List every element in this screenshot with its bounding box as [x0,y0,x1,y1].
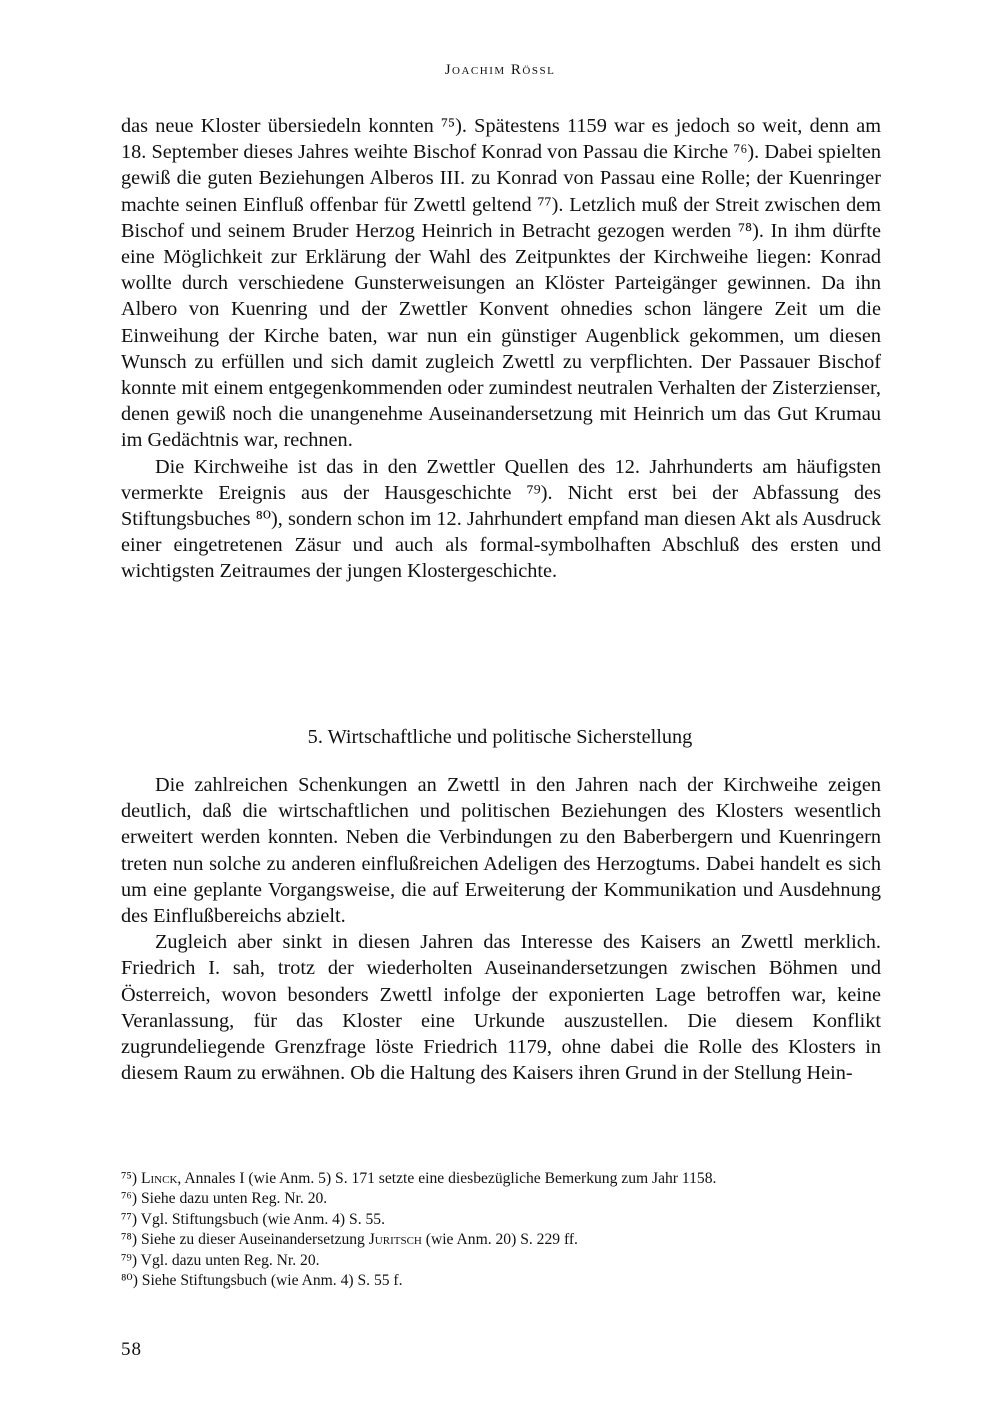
footnote-76: ⁷⁶) Siehe dazu unten Reg. Nr. 20. [121,1190,328,1208]
footnote-75-author: Linck [140,1170,178,1187]
paragraph-2: Die Kirchweihe ist das in den Zwettler Quellen des 12. Jahrhunderts am häufigsten vermerkte Ereignis aus der Hausgeschichte ⁷⁹). Nicht erst bei der Abfassung des Stiftungsbuches ⁸⁰), sondern schon im 12. Jahrhundert empfand man diesen Akt als Ausdruck einer eingetretenen Zäsur und auch als formal-symbolhaften Abschluß des ersten und wichtigsten Zeitraumes der jungen Klostergeschichte. [121,455,881,583]
page-number: 58 [121,1339,142,1360]
footnote-80: ⁸⁰) Siehe Stiftungsbuch (wie Anm. 4) S. 55 f. [121,1272,403,1290]
footnote-75 [121,1169,881,1189]
footnotes [121,1169,881,1291]
running-head: Joachim Rössl [444,62,556,78]
footnote-78-after: (wie Anm. 20) S. 229 ff. [421,1231,578,1249]
footnote-79: ⁷⁹) Vgl. dazu unten Reg. Nr. 20. [121,1251,320,1269]
paragraph-3: Die zahlreichen Schenkungen an Zwettl in den Jahren nach der Kirchweihe zeigen deutlich, daß die wirtschaftlichen und politischen Beziehungen des Klosters wesentlich erweitert werden konnten. Neben die Verbindungen zu den Baberbergern und Kuenringern treten nun solche zu anderen einflußreichen Adeligen des Herzogtums. Dabei handelt es sich um eine geplante Vorgangsweise, die auf Erweiterung der Kommunikation und Ausdehnung des Einflußbereichs abzielt. [121,774,881,928]
footnote-75-number: ⁷⁵) [121,1170,138,1187]
footnote-75-text: , Annales I (wie Anm. 5) S. 171 setzte eine diesbezügliche Bemerkung zum Jahr 1158. [177,1170,717,1187]
paragraph-1: das neue Kloster übersiedeln konnten ⁷⁵). Spätestens 1159 war es jedoch so weit, denn am 18. September dieses Jahres weihte Bischof Konrad von Passau die Kirche ⁷⁶). Dabei spielten gewiß die guten Beziehungen Alberos III. zu Konrad von Passau eine Rolle; der Kuenringer machte seinen Einfluß offenbar für Zwettl geltend ⁷⁷). Letzlich muß der Streit zwischen dem Bischof und seinem Bruder Herzog Heinrich in Betracht gezogen werden ⁷⁸). In ihm dürfte eine Möglichkeit zur Erklärung der Wahl des Zeitpunktes der Kirchweihe liegen: Konrad wollte durch verschiedene Gunsterweisungen an Klöster Parteigänger gewinnen. Da ihn Albero von Kuenring und der Zwettler Konvent ohnedies schon längere Zeit um die Einweihung der Kirche baten, war nun ein günstiger Augenblick gekommen, um diesen Wunsch zu erfüllen und sich damit zugleich Zwettl zu verpflichten. Der Passauer Bischof konnte mit einem entgegenkommenden oder zumindest neutralen Verhalten der Zisterzienser, denen gewiß noch die unangenehme Auseinandersetzung mit Heinrich um das Gut Krumau im Gedächtnis war, rechnen. [121,115,881,452]
paragraph-4: Zugleich aber sinkt in diesen Jahren das Interesse des Kaisers an Zwettl merklich. Friedrich I. sah, trotz der wiederholten Auseinandersetzungen zwischen Böhmen und Österreich, wovon besonders Zwettl infolge der exponierten Lage betroffen war, keine Veranlassung, für das Kloster eine Urkunde auszustellen. Die diesem Konflikt zugrundeliegende Grenzfrage löste Friedrich 1179, ohne dabei die Rolle des Klosters in diesem Raum zu erwähnen. Ob die Haltung des Kaisers ihren Grund in der Stellung Hein- [121,931,881,1085]
footnote-78-author: Juritsch [368,1231,422,1249]
footnote-77: ⁷⁷) Vgl. Stiftungsbuch (wie Anm. 4) S. 55. [121,1210,385,1228]
footnote-78-before: ⁷⁸) Siehe zu dieser Auseinandersetzung [121,1231,369,1249]
body-text-upper [121,113,881,585]
section-heading: 5. Wirtschaftliche und politische Sicherstellung [307,726,693,748]
body-text-lower [121,772,881,1086]
footnote-78 [121,1230,881,1250]
